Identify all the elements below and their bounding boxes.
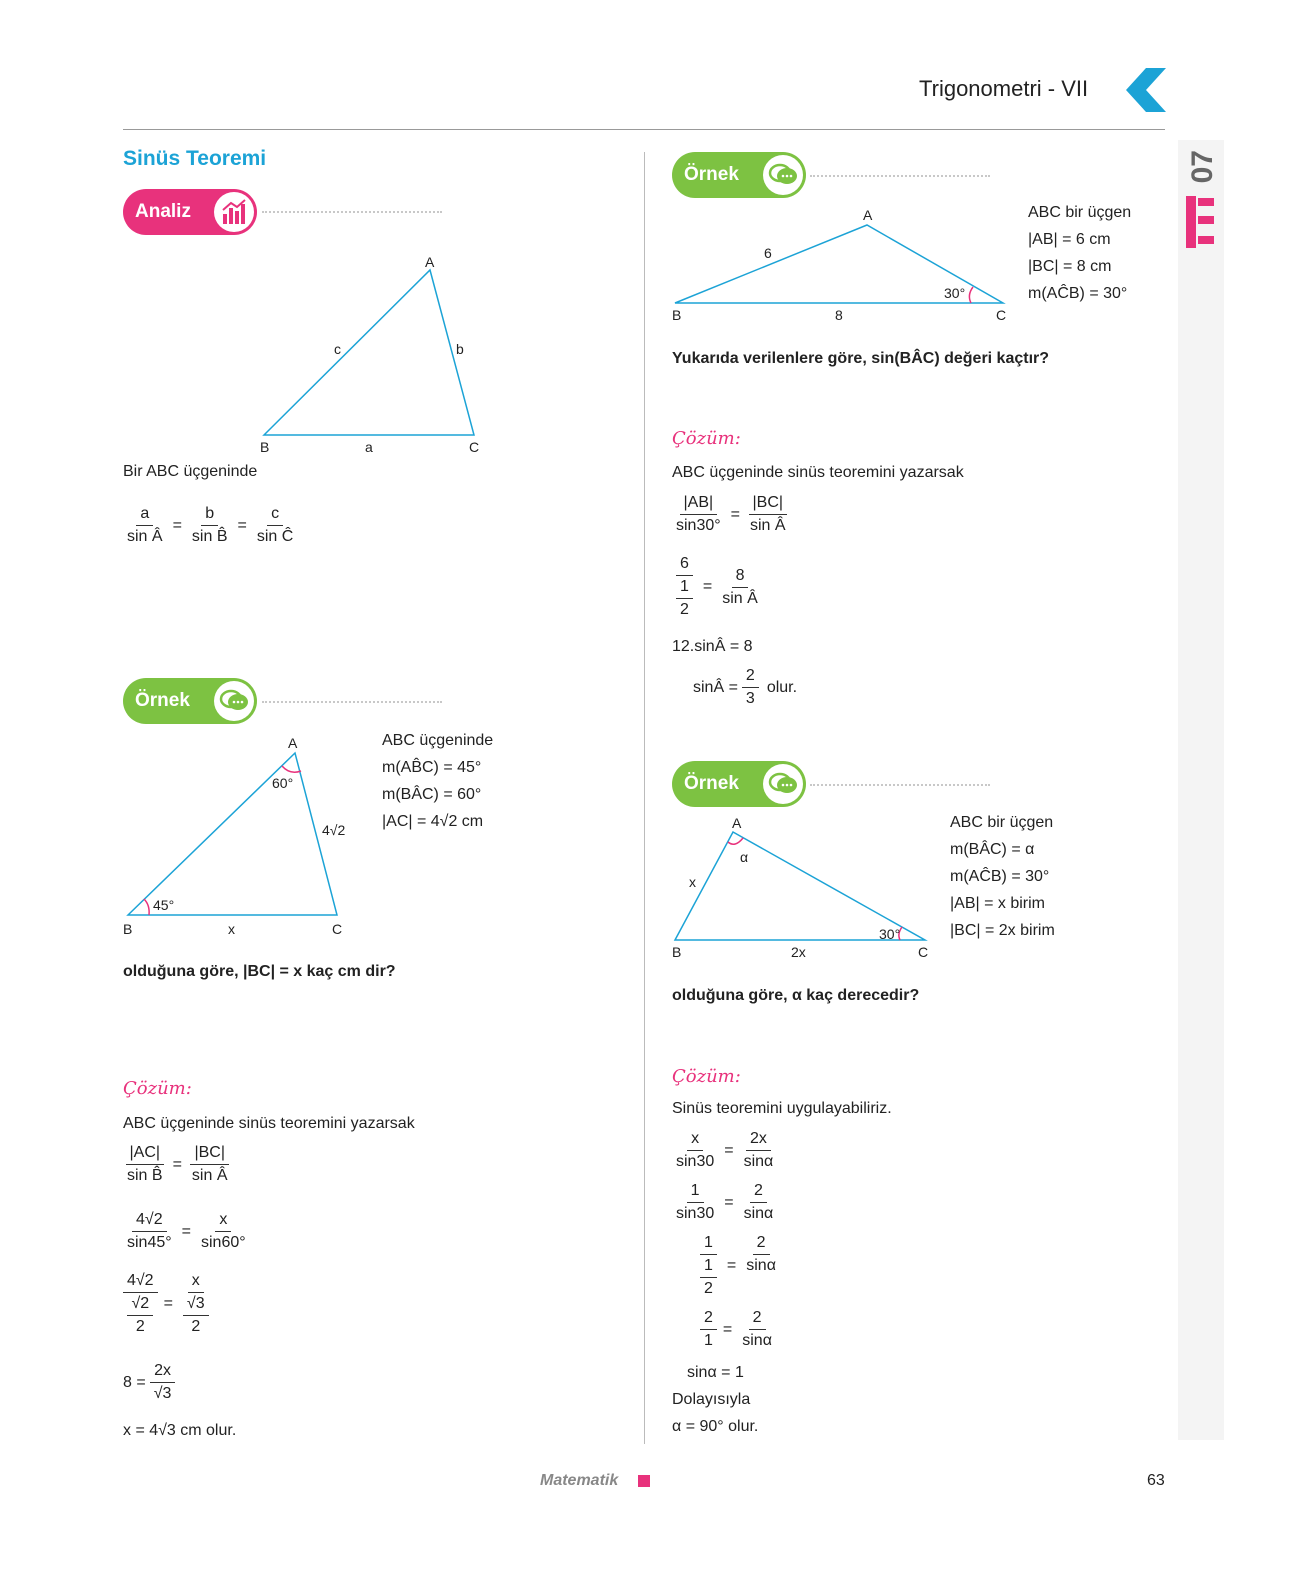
step2-num-1: 6 [676, 553, 693, 576]
solution-step-7: α = 90° olur. [672, 1418, 759, 1435]
step1-num-1: |AB| [680, 492, 718, 515]
ornek-badge-right-1 [672, 152, 806, 198]
law-num-2: b [201, 503, 218, 526]
solution-step-6: Dolayısıyla [672, 1391, 751, 1408]
step1-num-1: x [687, 1128, 703, 1151]
given-line-3: |AC| = 4√2 cm [382, 813, 484, 830]
vertex-label-b: B [123, 921, 133, 937]
law-den-3: sin Ĉ [256, 528, 294, 545]
solution-step-4 [693, 665, 797, 710]
law-num-1: a [136, 503, 153, 526]
angle-label-c: 30° [944, 285, 966, 301]
solution-step-3: 12.sinÂ = 8 [672, 638, 753, 655]
vertex-label-b: B [260, 439, 270, 455]
step3-den-2: sinα [746, 1257, 776, 1274]
step3-num-1: 4√2 [123, 1270, 158, 1293]
angle-label-a: 60° [272, 775, 294, 791]
step2-den-1: sin45° [127, 1234, 172, 1251]
step3-den-num: 1 [700, 1255, 717, 1278]
step2-num-1: 1 [687, 1180, 704, 1203]
question-text: olduğuna göre, α kaç derecedir? [672, 987, 920, 1004]
vertex-label-c: C [469, 439, 480, 455]
speech-bubble-icon [763, 764, 803, 804]
step3-num-2: x [188, 1270, 204, 1293]
step2-den-2: sinα [743, 1205, 774, 1222]
step1-den-1: sin B̂ [127, 1167, 163, 1184]
step4-lhs: 8 = [123, 1373, 146, 1391]
given-title: ABC üçgeninde [382, 732, 494, 749]
law-intro: Bir ABC üçgeninde [123, 463, 258, 480]
vertex-label-c: C [332, 921, 343, 937]
given-line-3: m(AĈB) = 30° [1028, 285, 1128, 302]
solution-label: Çözüm: [672, 428, 741, 449]
step4-num-1: 2 [700, 1307, 717, 1330]
solution-step-1: $\frac{x}{\sin 30}$ = $\frac{2x}{\sin\alpha}$ [672, 1128, 777, 1173]
law-num-3: c [267, 503, 283, 526]
side-label-x: x [228, 921, 235, 937]
analiz-label: Analiz [135, 201, 191, 222]
side-label-b: b [456, 341, 464, 357]
given-line-1: m(BÂC) = α [950, 841, 1035, 858]
step2-den-2: sin Â [722, 589, 758, 607]
solution-intro: Sinüs teoremini uygulayabiliriz. [672, 1100, 892, 1117]
triangle-figure-4 [665, 820, 945, 950]
side-label-bc: 2x [791, 944, 806, 960]
step1-den-1: sin30° [676, 517, 721, 534]
step1-den-2: sin Â [750, 517, 786, 534]
step4-num: 2 [742, 665, 759, 688]
footer-subject: Matematik [540, 1472, 619, 1489]
step1-den-2: sinα [743, 1153, 774, 1170]
page-number: 63 [1147, 1472, 1165, 1489]
law-den-2: sin B̂ [191, 528, 228, 545]
solution-step-2: $\frac{1}{\sin 30}$ = $\frac{2}{\sin\alpha}$ [672, 1180, 777, 1225]
ornek-label-right-1: Örnek [684, 164, 739, 185]
solution-label: Çözüm: [672, 1066, 741, 1087]
solution-result: x = 4√3 cm olur. [123, 1422, 237, 1439]
footer-square-icon [638, 1475, 650, 1487]
step1-num-2: 2x [746, 1128, 771, 1151]
solution-step-4: $\frac{2}{1}$ = $\frac{2}{\sin\alpha}$ [700, 1307, 776, 1352]
given-line-3: |AB| = x birim [950, 895, 1045, 912]
side-label-bc: 8 [835, 307, 843, 323]
step3-num-2: 2 [753, 1232, 770, 1255]
step3-den-num-1: √2 [127, 1293, 153, 1316]
dotted-line [262, 211, 442, 213]
step2-num-2: x [215, 1209, 231, 1232]
header-rule [123, 129, 1165, 130]
chevron-left-icon [1124, 66, 1168, 114]
given-line-2: m(BÂC) = 60° [382, 786, 482, 803]
side-tab [1178, 140, 1224, 1440]
vertex-label-a: A [288, 735, 298, 751]
angle-label-c: 30° [879, 926, 901, 942]
speech-bubble-icon [763, 155, 803, 195]
angle-label-a: α [740, 849, 749, 865]
solution-step-2: $\frac{6}{\frac{1}{2}}$ = $\frac{8}{\text{sin Â}}$ [672, 553, 762, 621]
speech-bubble-icon [214, 681, 254, 721]
chart-icon [214, 192, 254, 232]
vertex-label-c: C [996, 307, 1007, 323]
side-label-x: x [689, 874, 696, 890]
step1-den-1: sin30 [676, 1153, 715, 1170]
step4-den-2: sinα [742, 1332, 772, 1349]
step4-lhs: sinÂ = [693, 678, 738, 696]
side-label-c: c [334, 341, 341, 357]
step2-num-2: 8 [732, 565, 749, 588]
step3-den-den-1: 2 [135, 1318, 145, 1335]
solution-step-3: $\frac{4√2}{\frac{√2}{2}}$ = $\frac{x}{\frac{√3}{2}}$ [123, 1270, 213, 1338]
step1-num-2: |BC| [190, 1142, 229, 1165]
solution-intro: ABC üçgeninde sinüs teoremini yazarsak [123, 1115, 415, 1132]
step4-rhs: olur. [766, 678, 798, 696]
step2-den-den: 2 [680, 601, 689, 618]
step1-den-2: sin Â [191, 1167, 228, 1184]
step2-num-1: 4√2 [132, 1209, 167, 1232]
solution-intro: ABC üçgeninde sinüs teoremini yazarsak [672, 464, 964, 481]
solution-step-5: sinα = 1 [687, 1364, 744, 1381]
step1-num-1: |AC| [126, 1142, 165, 1165]
ornek-label-right-2: Örnek [684, 773, 739, 794]
solution-step-4 [123, 1360, 175, 1405]
side-tab-number: 07 [1186, 150, 1219, 184]
step4-num: 2x [150, 1360, 175, 1383]
step2-den-1: sin30 [676, 1205, 715, 1222]
side-label-a: a [365, 439, 373, 455]
given-title: ABC bir üçgen [950, 814, 1054, 831]
dotted-line [810, 784, 990, 786]
ornek-badge-right-2 [672, 761, 806, 807]
sine-law-formula: $\frac{a}{\text{sin Â}}$ = $\frac{b}{\text{sin B̂}}$ = $\frac{c}{\text{sin Ĉ}}$ [123, 503, 297, 548]
step2-den-num: 1 [676, 576, 693, 599]
question-text: Yukarıda verilenlere göre, sin(BÂC) değeri kaçtır? [672, 350, 1050, 367]
step2-den-2: sin60° [201, 1234, 246, 1251]
page-header-title: Trigonometri - VII [919, 76, 1089, 101]
dotted-line [810, 175, 990, 177]
law-den-1: sin Â [127, 528, 163, 545]
vertex-label-a: A [863, 207, 873, 223]
step4-den-1: 1 [704, 1332, 713, 1349]
fen-logo-icon [1186, 196, 1216, 248]
solution-label: Çözüm: [123, 1078, 192, 1099]
vertex-label-b: B [672, 307, 682, 323]
step3-den-num-2: √3 [183, 1293, 209, 1316]
given-line-1: m(AB̂C) = 45° [382, 759, 482, 776]
angle-label-b: 45° [153, 897, 175, 913]
step1-num-2: |BC| [749, 492, 788, 515]
solution-step-3: $\frac{1}{\frac{1}{2}}$ = $\frac{2}{\sin\alpha}$ [696, 1232, 780, 1300]
given-line-1: |AB| = 6 cm [1028, 231, 1111, 248]
analiz-badge [123, 189, 257, 235]
given-title: ABC bir üçgen [1028, 204, 1132, 221]
vertex-label-a: A [732, 815, 742, 831]
ornek-badge-left [123, 678, 257, 724]
step4-den: √3 [153, 1385, 172, 1402]
step4-num-2: 2 [749, 1307, 766, 1330]
step2-num-2: 2 [750, 1180, 767, 1203]
step4-den: 3 [745, 690, 755, 707]
given-line-4: |BC| = 2x birim [950, 922, 1055, 939]
dotted-line [262, 701, 442, 703]
vertex-label-a: A [425, 254, 435, 270]
vertex-label-c: C [918, 944, 929, 960]
solution-step-1: $\frac{|AB|}{\sin 30^\circ}$ = $\frac{|BC|}{\text{sin Â}}$ [672, 492, 790, 537]
vertex-label-b: B [672, 944, 682, 960]
ornek-label-left: Örnek [135, 690, 190, 711]
section-title: Sinüs Teoremi [123, 147, 267, 170]
step3-den-den-2: 2 [191, 1318, 201, 1335]
step3-den-den: 2 [704, 1280, 713, 1297]
side-label-ab: 6 [764, 245, 772, 261]
given-line-2: m(AĈB) = 30° [950, 868, 1050, 885]
solution-step-2: $\frac{4√2}{\sin 45^\circ}$ = $\frac{x}{\sin 60^\circ}$ [123, 1209, 250, 1254]
step3-num-1: 1 [700, 1232, 717, 1255]
question-text: olduğuna göre, |BC| = x kaç cm dir? [123, 963, 396, 980]
side-label-ac: 4√2 [322, 822, 346, 838]
given-line-2: |BC| = 8 cm [1028, 258, 1112, 275]
solution-step-1: $\frac{|AC|}{\text{sin B̂}}$ = $\frac{|BC|}{\text{sin Â}}$ [123, 1142, 232, 1187]
column-divider [644, 152, 645, 1444]
